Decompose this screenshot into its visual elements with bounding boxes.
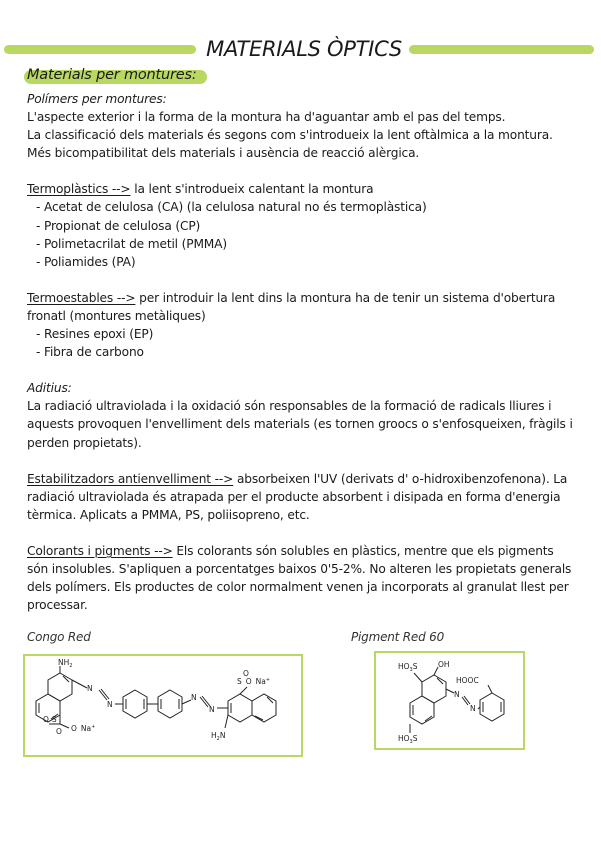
polimers-line: L'aspecte exterior i la forma de la montura ha d'aguantar amb el pas del temps. [27,110,506,125]
pigment-red-structure [376,653,523,748]
title-bar-left [4,45,196,54]
termoplastics-desc: la lent s'introdueix calentant la montura [130,182,374,197]
termoestables-paragraph [27,289,575,325]
aditius-text: La radiació ultraviolada i la oxidació són responsables de la formació de radicals lliures i aquests provoquen l'envelliment dels materials (es tornen groocs o s'enfosqueixen, fràgils i perden propietats). [27,399,573,450]
pigment-red-caption: Pigment Red 60 [351,630,445,644]
pigment-oh: OH [438,660,450,669]
congo-nh2-top: $NH_2$ [58,658,73,669]
pigment-hooc: HOOC [456,676,479,685]
congo-so3-right: S O Na+ [237,677,271,686]
pigment-n1: N [454,690,460,699]
aditius-heading: Aditius: [27,381,72,396]
congo-n-azo3: N [191,693,197,702]
congo-red-figure [23,654,303,757]
list-item: - Fibra de carbono [36,345,144,360]
pigment-ho3s-top: $HO_3S$ [398,662,418,673]
polimers-line: La classificació dels materials és segons com s'introdueix la lent oftàlmica a la montura. [27,128,553,143]
estabilitzadors-term: Estabilitzadors antienvelliment --> [27,471,234,486]
estabilitzadors-paragraph [27,470,575,524]
list-item: - Propionat de celulosa (CP) [36,218,201,233]
list-item: - Polimetacrilat de metil (PMMA) [36,236,227,251]
congo-so3-left-minus: O Na+ [71,724,96,733]
congo-so3-left: O S [43,715,57,724]
congo-n-azo2: N [107,700,113,709]
section-title-wrap [24,67,197,83]
title-bar-right [409,45,594,54]
polimers-line: Més bicompatibilitat dels materials i ausència de reacció alèrgica. [27,146,420,161]
page-title: MATERIALS ÒPTICS [206,37,402,61]
colorants-term: Colorants i pigments --> [27,543,173,558]
congo-n-azo1: N [87,684,93,693]
pigment-n2: N [470,704,476,713]
list-item: - Acetat de celulosa (CA) (la celulosa natural no és termoplàstica) [36,200,427,215]
congo-o-right: O [243,669,249,678]
congo-n-azo4: N [209,705,215,714]
list-item: - Poliamides (PA) [36,254,136,269]
estabilitzadors-desc: absorbeixen l'UV (derivats d' o-hidroxibenzofenona). La radiació ultraviolada és atrapada per el producte absorbent i disipada en forma d'energia tèrmica. Aplicats a PMMA, PS, poliisopreno, etc. [27,471,568,522]
colorants-desc: Els colorants són solubles en plàstics, mentre que els pigments són insolubles. S'apliquen a porcentatges baixos 0'5-2%. No alteren les propietats generals dels polímers. Els productes de color normalment venen ja incorporats al granulat llest per processar. [27,543,572,613]
congo-red-caption: Congo Red [27,630,91,644]
list-item: - Resines epoxi (EP) [36,327,154,342]
colorants-paragraph [27,542,575,614]
termoplastics-term: Termoplàstics --> [27,182,131,197]
congo-nh2-bottom: $H_2N$ [211,731,226,742]
title-row [0,37,601,63]
pigment-red-figure [374,651,525,750]
document-body [27,90,575,614]
section-title: Materials per montures: [27,67,197,83]
termoestables-desc: per introduir la lent dins la montura ha de tenir un sistema d'obertura fronatl (montures metàliques) [27,290,556,323]
termoplastics-paragraph [27,180,575,198]
polimers-heading: Polímers per montures: [27,92,167,106]
termoestables-term: Termoestables --> [27,290,136,305]
congo-o-bottom: O [56,727,62,736]
pigment-ho3s-bottom: $HO_3S$ [398,734,418,745]
congo-red-structure [25,656,301,755]
